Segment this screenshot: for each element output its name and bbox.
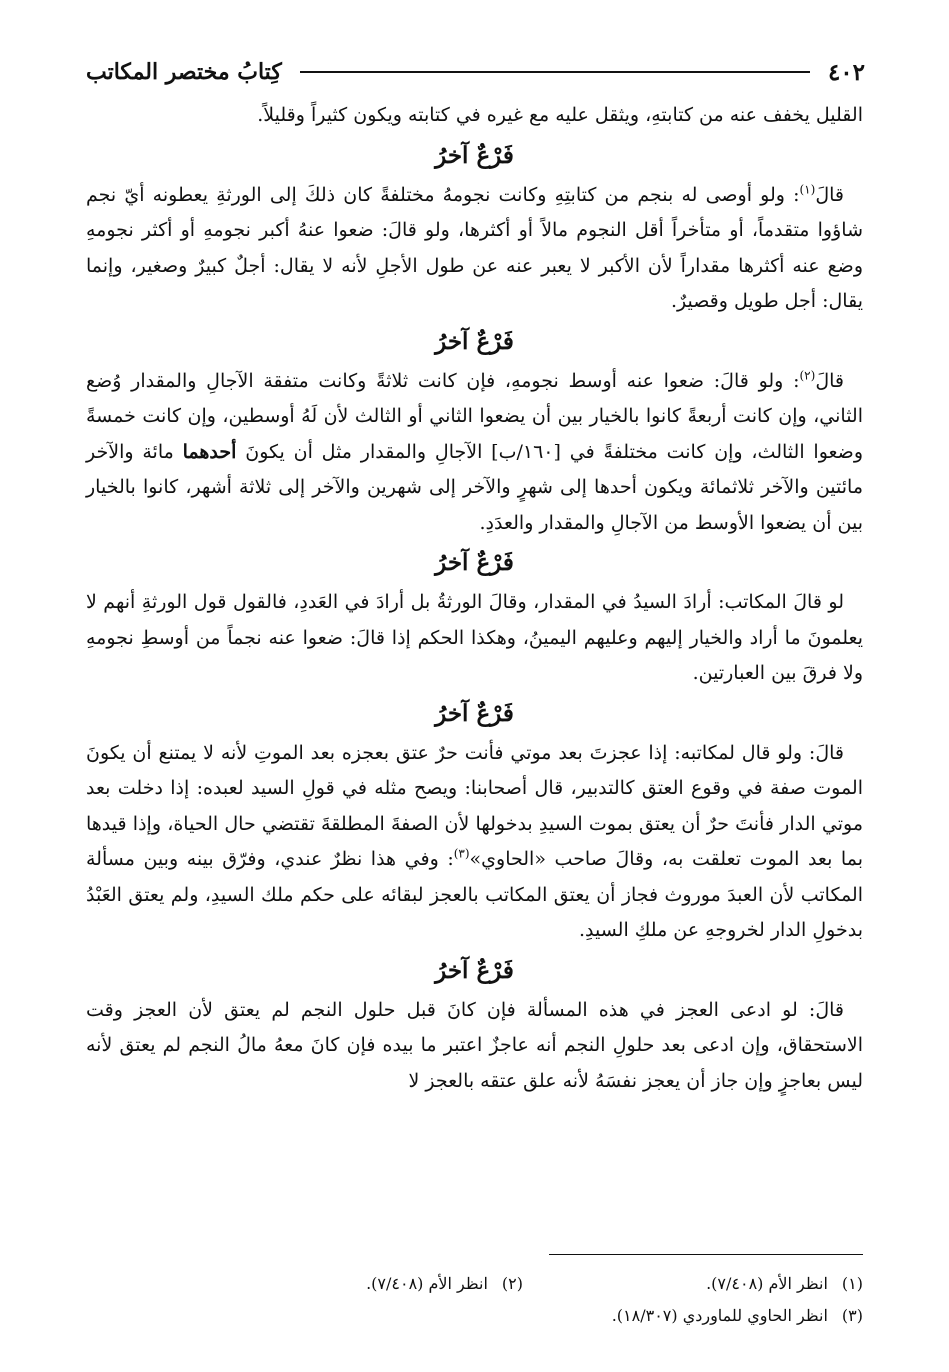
footnote-text: انظر الأم (٧/٤٠٨). — [706, 1274, 828, 1293]
footnote-text: انظر الحاوي للماوردي (١٨/٣٠٧). — [611, 1306, 828, 1325]
paragraph — [86, 736, 863, 949]
footnote-ref[interactable]: (١) — [799, 182, 816, 197]
paragraph-text: لو قالَ المكاتب: أرادَ السيدُ في المقدار، وقالَ الورثةُ بل أرادَ في العَددِ، فالقول قول الورثةِ أنهم لا يعلمونَ ما أراد والخيار إليهم وعليهم اليمينُ، وهكذا الحكم إذا قالَ: ضعوا عنه نجماً من أوسطِ نجومهِ ولا فرقَ بين العبارتين. — [86, 591, 863, 684]
section-heading: فَرْعٌ آخرُ — [435, 549, 514, 576]
footnote-number: (١) — [841, 1274, 863, 1293]
header-rule — [300, 71, 810, 73]
section-heading: فَرْعٌ آخرُ — [435, 956, 514, 984]
paragraph: القليل يخفف عنه من كتابتهِ، ويثقل عليه مع غيره في كتابته ويكون كثيراً وقليلاً. — [257, 104, 863, 126]
footnote-row — [86, 1268, 863, 1300]
section-heading: فَرْعٌ آخرُ — [435, 327, 514, 355]
footnote-ref[interactable]: (٣) — [453, 846, 470, 861]
paragraph-text: : ولو أوصى له بنجم من كتابتِهِ وكانت نجومهُ مختلفةً كان ذلكَ إلى الورثةِ يعطونه أيّ نجم شاؤوا متقدماً، أو متأخراً أقل النجوم مالاً أو أكثرها، ولو قالَ: ضعوا عنهُ أكبر نجومهِ أو أكثر نجومهِ وضع عنه أكثرها مقداراً لأن الأكبر لا يعبر عنه عن طول الأجلِ لأنه لا يقال: أجلٌ كبيرٌ وصغير، وإنما يقال: أجل طويل وقصيرٌ. — [86, 183, 863, 312]
paragraph-lead: قالَ — [815, 183, 844, 206]
body-text — [86, 98, 863, 1099]
section-heading: فَرْعٌ آخرُ — [435, 699, 514, 727]
running-title: كِتابُ مختصر المكاتب — [86, 59, 282, 85]
paragraph-lead: قالَ — [815, 369, 844, 392]
footnote-text: انظر الأم (٧/٤٠٨). — [366, 1274, 488, 1293]
paragraph-text: قالَ: ولو قال لمكاتبه: إذا عجزتَ بعد موتي فأنت حرٌ عتق بعجزه بعد الموتِ لأنه لا يمتنع أن يكونَ الموت صفة في وقوع العتق كالتدبير، قال أصحابنا: ويصح مثله في قولِ السيد لعبده: إذا دخلت بعد موتي الدار فأنتَ حرٌ أن يعتق بموت السيدِ بدخولها لأن الصفةَ المطلقةَ تقتضي حال الحياة، وإذا قيدها بما بعد الموت تعلقت به، وقالَ صاحب «الحاوي» — [86, 741, 863, 870]
paragraph — [86, 364, 863, 542]
paragraph-text: : وفي هذا نظرٌ عندي، وفرّق بينه وبين مسألة المكاتب لأن العبدَ موروث فجاز أن يعتق المكاتب بالعجز لبقائه على حكم ملك السيدِ، ولم يعتق العَبْدُ بدخولِ الدار لخروجهِ عن ملكِ السيدِ. — [86, 848, 863, 941]
paragraph-text: قالَ: لو ادعى العجز في هذه المسألة فإن كانَ قبل حلول النجم لم يعتق لأن العجز وقت الاستحقاق، وإن ادعى بعد حلولِ النجم أنه عاجزٌ اعتبر ما بيده فإن كانَ معهُ مالُ النجم لم يعتق لأنه ليس بعاجزٍ وإن جاز أن يعجز نفسَهُ لأنه علق عتقه بالعجز لا — [86, 998, 863, 1092]
footnote-1 — [523, 1268, 863, 1300]
section-heading: فَرْعٌ آخرُ — [435, 141, 514, 169]
footnote-number: (٢) — [501, 1274, 523, 1293]
page-number: ٤٠٢ — [827, 58, 865, 86]
footnote-divider — [549, 1254, 863, 1255]
paragraph-text: مائة والآخر مائتين والآخر ثلاثمائة ويكون أحدها إلى شهرٍ والآخر إلى شهرين والآخر إلى ثلاثة أشهر، كانوا بالخيار بين أن يضعوا الأوسط من الآجالِ والمقدار والعدَدِ. — [86, 440, 863, 534]
footnote-number: (٣) — [841, 1306, 863, 1325]
paragraph — [86, 993, 863, 1100]
footnote-3 — [523, 1300, 863, 1332]
footnotes — [86, 1268, 863, 1332]
footnote-2 — [183, 1268, 523, 1300]
footnote-ref[interactable]: (٢) — [799, 368, 816, 383]
paragraph — [86, 178, 863, 320]
paragraph-text: : ولو قالَ: ضعوا عنه أوسط نجومهِ، فإن كانت ثلاثةً وكانت متفقة الآجالِ والمقدار وُضع الثاني، وإن كانت أربعةً كانوا بالخيار بين أن يضعوا الثاني أو الثالث لأن لَهُ أوسطين، وإن كانت خمسةً وضعوا الثالث، وإن كانت مختلفةً في [١٦٠/ب] الآجالِ والمقدار مثل أن يكونَ — [86, 369, 863, 463]
paragraph — [86, 585, 863, 692]
bold-word: أحدهما — [182, 440, 237, 463]
page-header — [86, 52, 865, 92]
footnote-row — [86, 1300, 863, 1332]
